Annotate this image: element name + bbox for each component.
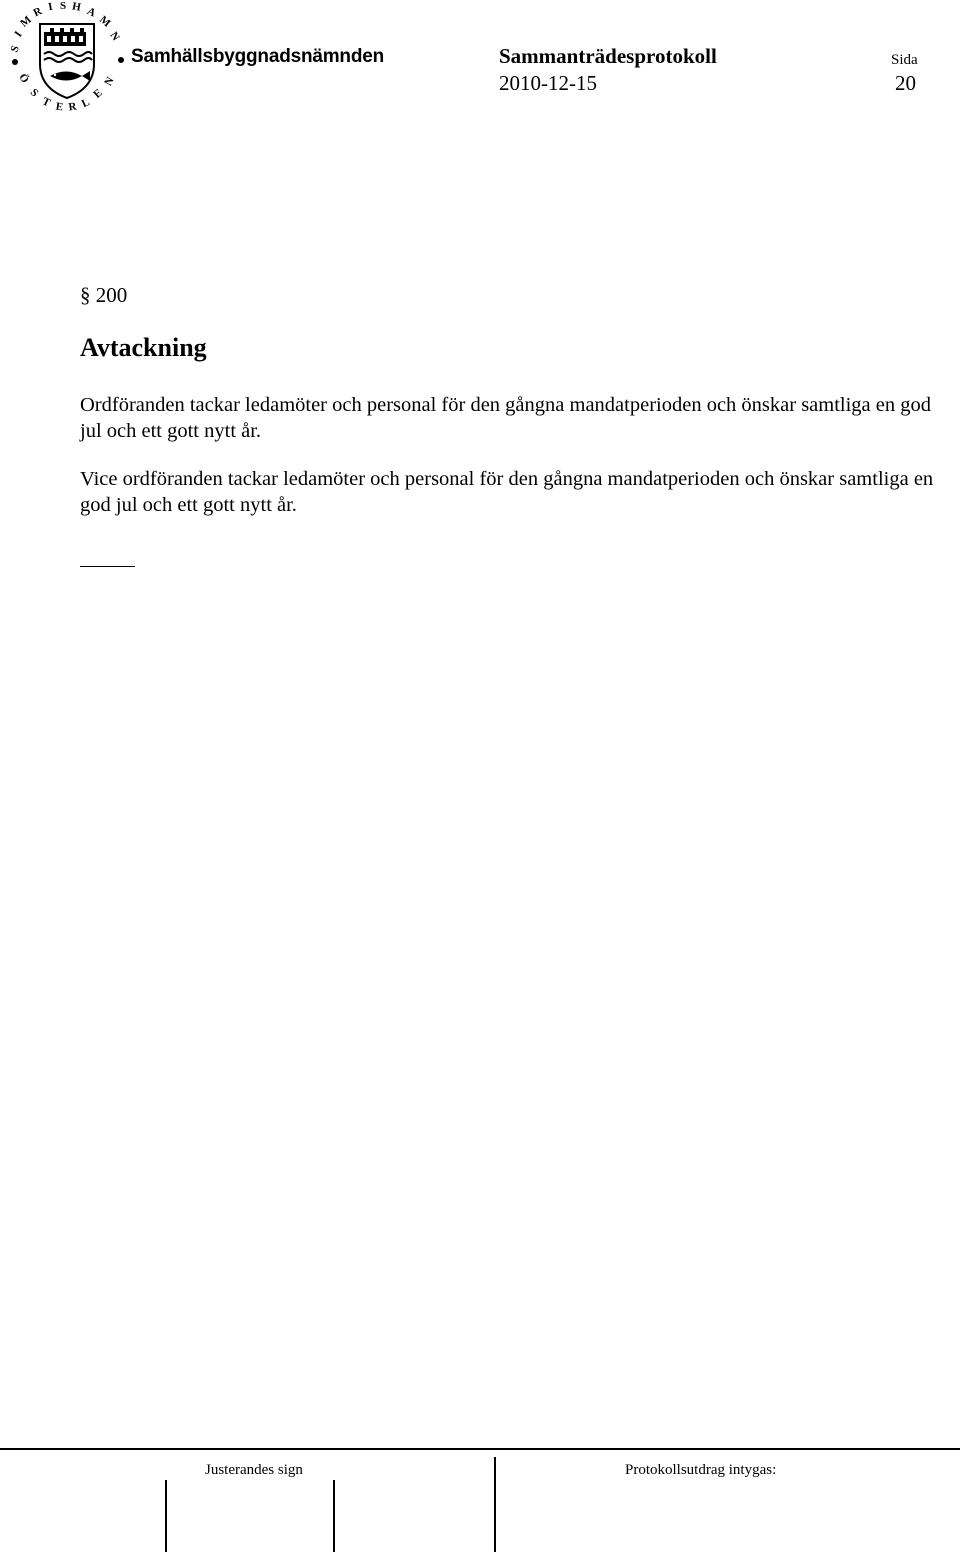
paragraph: Vice ordföranden tackar ledamöter och personal för den gångna mandatperioden och önskar samtliga en god jul och ett gott nytt år.	[80, 468, 934, 516]
svg-text:T: T	[40, 95, 53, 110]
svg-text:E: E	[91, 86, 105, 101]
svg-text:E: E	[54, 100, 64, 114]
svg-text:I: I	[47, 2, 54, 14]
svg-text:S: S	[8, 44, 22, 54]
document-date: 2010-12-15	[499, 71, 597, 95]
coat-of-arms-icon	[8, 2, 128, 118]
signature-box-divider	[165, 1480, 167, 1552]
svg-text:L: L	[79, 96, 92, 111]
signature-label: Justerandes sign	[205, 1462, 303, 1478]
svg-text:A: A	[85, 5, 98, 20]
organization-name: Samhällsbyggnadsnämnden	[131, 46, 385, 67]
section-title: Avtackning	[80, 333, 207, 362]
svg-text:H: H	[71, 2, 82, 14]
document-type: Sammanträdesprotokoll	[499, 44, 717, 68]
page-label: Sida	[891, 52, 918, 68]
footer-divider	[0, 1448, 960, 1450]
svg-text:Ö: Ö	[16, 71, 31, 86]
section-number: § 200	[80, 283, 128, 307]
svg-text:I: I	[12, 29, 25, 40]
paragraph: Ordföranden tackar ledamöter och personal för den gångna mandatperioden och önskar samtliga en god jul och ett gott nytt år.	[80, 394, 932, 442]
page-number: 20	[895, 71, 916, 95]
footer-column-divider	[494, 1457, 496, 1552]
municipal-logo	[8, 2, 128, 118]
svg-text:S: S	[59, 2, 67, 12]
svg-text:R: R	[31, 5, 44, 20]
svg-text:N: N	[107, 29, 122, 43]
svg-text:N: N	[102, 75, 117, 88]
section-end-rule	[80, 566, 135, 567]
svg-text:R: R	[67, 100, 78, 114]
svg-text:M: M	[97, 13, 113, 30]
extract-certification-label: Protokollsutdrag intygas:	[625, 1462, 777, 1478]
svg-text:S: S	[27, 86, 41, 100]
signature-box-divider	[333, 1480, 335, 1552]
svg-text:M: M	[18, 13, 34, 30]
